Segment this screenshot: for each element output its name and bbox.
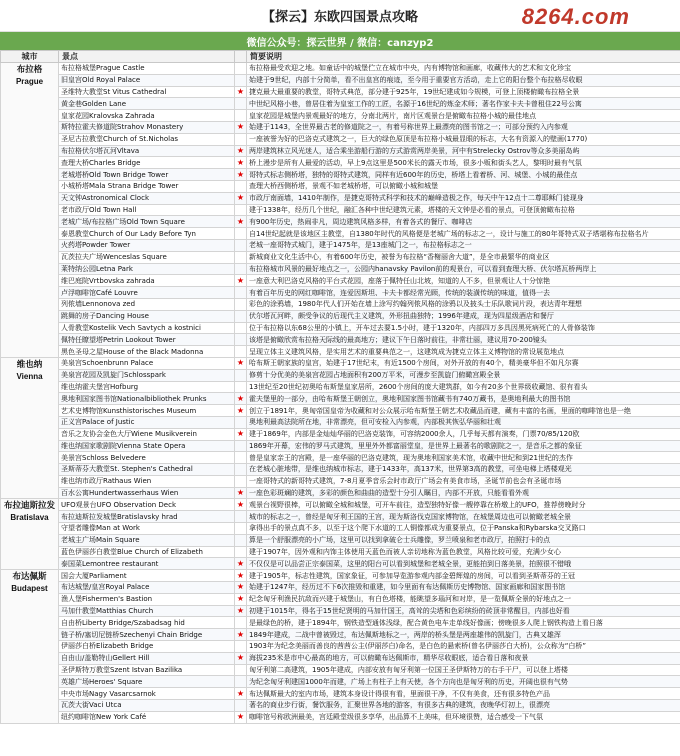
spot-description: 在老城心脏地带，是维也纳城市标志，建于1433年，高137米，世界第3高的教堂，可坐电梯上塔楼观光 bbox=[247, 464, 680, 476]
table-row bbox=[1, 475, 680, 487]
empty-cell bbox=[235, 228, 247, 240]
city-name-en: Bratislava bbox=[10, 513, 49, 523]
spot-name: 佩特任瞭望塔Petrin Lookout Tower bbox=[59, 334, 235, 346]
table-row bbox=[1, 688, 680, 700]
spot-description: 城市的标志之一，曾经是匈牙利王国的王宫，现为斯洛伐克国家博物馆，在城堡周边也可以俯瞰老城全景 bbox=[247, 511, 680, 523]
spot-description: 观景台视野很棒，可以俯瞰全城和城堡，可开车前往，造型独特好像一艘停靠在桥墩上的UFO，推荐傍晚时分 bbox=[247, 499, 680, 511]
spot-description: 拿得出手的景点真不多，以至于这个爬下水道的工人铜像都成为重要景点，位于Panska和Rybarska交叉路口 bbox=[247, 523, 680, 535]
spot-name: 维也纳市政厅Rathaus Wien bbox=[59, 475, 235, 487]
spot-name: 链子桥/塞切尼链桥Szechenyi Chain Bridge bbox=[59, 629, 235, 641]
star-icon: ★ bbox=[235, 216, 247, 228]
spot-name: 自由桥Liberty Bridge/Szabadsag hid bbox=[59, 617, 235, 629]
empty-cell bbox=[235, 416, 247, 428]
spot-description: 市政厅南面墙，1410年制作，是捷克哥特式科学和技术的巅峰造极之作，每天中午12点十二尊耶稣门徒现身 bbox=[247, 192, 680, 204]
spot-name: 人骨教堂Kostelik Vech Savtych a kostnici bbox=[59, 322, 235, 334]
spot-name: 黄金巷Golden Lane bbox=[59, 98, 235, 110]
table-row bbox=[1, 121, 680, 133]
table-row bbox=[1, 204, 680, 216]
spot-name: 国会大厦Parliament bbox=[59, 570, 235, 582]
spot-description: 呈现立体主义建筑风格，是实用艺术的重要典范之一，这建筑成为捷克立体主义博物馆的常设展览地点 bbox=[247, 346, 680, 358]
empty-cell bbox=[235, 381, 247, 393]
table-row bbox=[1, 416, 680, 428]
spot-name: 伊丽莎白桥Elizabeth Bridge bbox=[59, 641, 235, 653]
spot-description: 查理大桥西侧桥塔，景观不如老城桥塔，可以俯瞰小城和城堡 bbox=[247, 180, 680, 192]
star-icon: ★ bbox=[235, 499, 247, 511]
empty-cell bbox=[235, 546, 247, 558]
spot-description: 有900年历史，热闹非凡，周边建筑风格多样，有着各式的餐厅、咖啡店 bbox=[247, 216, 680, 228]
spot-description: 一座被誉为好的巴洛克式建筑之一，巨大的绿色原顶是布拉格小城最显眼的标志，大名有资源入的壁画(1770) bbox=[247, 133, 680, 145]
spot-name: 圣斯蒂芬大教堂St. Stephen's Cathedral bbox=[59, 464, 235, 476]
spot-name: 列侬墙Lennonova zed bbox=[59, 298, 235, 310]
spot-name: 莱特纳公园Letna Park bbox=[59, 263, 235, 275]
city-name-cn: 维也纳 bbox=[16, 359, 43, 370]
spot-name: 天文钟Astronomical Clock bbox=[59, 192, 235, 204]
empty-cell bbox=[235, 239, 247, 251]
spot-description: 不仅仅是可以品尝正宗泰国菜，这里的阳台可以看到城堡和老城全景，更能拍到日落美景，拍照很不错哦 bbox=[247, 558, 680, 570]
empty-cell bbox=[235, 346, 247, 358]
spot-description: 一座色彩斑斓的建筑，多彩的颜色和曲曲的造型十分引人瞩目，内部不开放，只能看看外观 bbox=[247, 487, 680, 499]
empty-cell bbox=[235, 641, 247, 653]
spot-description: 该塔是俯瞰欣赏布拉格天际线的最高地方；建议下午日落时前往，非常壮丽，建议用70-200镜头 bbox=[247, 334, 680, 346]
empty-cell bbox=[235, 475, 247, 487]
spot-name: 美景宫Schloss Belvedere bbox=[59, 452, 235, 464]
star-icon: ★ bbox=[235, 357, 247, 369]
star-icon: ★ bbox=[235, 629, 247, 641]
table-row bbox=[1, 310, 680, 322]
star-icon: ★ bbox=[235, 558, 247, 570]
spot-name: 斯特拉霍夫修道院Strahov Monastery bbox=[59, 121, 235, 133]
spot-name: 自由山/盖勒特山Gellert Hill bbox=[59, 652, 235, 664]
spot-description: 自14世纪起就是该地区主教堂，自1380年时代的风格便是老城广场的标志之一，设计与施工的80年哥特式双子塔堪称布拉格名片 bbox=[247, 228, 680, 240]
spot-description: 位于布拉格以东68公里的小镇上，开车过去要1.5小时，建于1320年，内部四万多具因黑死病死亡的人骨修装饰 bbox=[247, 322, 680, 334]
spot-name: 守望者雕像Man at Work bbox=[59, 523, 235, 535]
spot-description: 建于1338年，经历几个世纪，融汇各种中世纪建筑元素，塔楼的天文钟是必看的景点，可登顶俯瞰布拉格 bbox=[247, 204, 680, 216]
star-icon: ★ bbox=[235, 688, 247, 700]
table-row bbox=[1, 711, 680, 723]
star-icon: ★ bbox=[235, 275, 247, 287]
spot-description: 纪念匈牙利渔民抗敌而兴建于城堡山，有白色塔楼，能眺望多瑙河和对岸，是一览佩斯全景的好地点之一 bbox=[247, 593, 680, 605]
spot-name: 艺术史博物馆Kunsthistorisches Museum bbox=[59, 405, 235, 417]
spot-name: 旧皇宫Old Royal Palace bbox=[59, 74, 235, 86]
table-row bbox=[1, 346, 680, 358]
empty-cell bbox=[235, 440, 247, 452]
star-icon: ★ bbox=[235, 605, 247, 617]
table-row bbox=[1, 464, 680, 476]
table-row bbox=[1, 605, 680, 617]
column-header-city: 城市 bbox=[1, 51, 59, 63]
spot-name: 老市政厅Old Town Hall bbox=[59, 204, 235, 216]
spot-description: 1849年建成，二战中曾被毁过，布达佩斯地标之一，两岸的桥头堡是两座雄伟的凯旋门，古典又雄浑 bbox=[247, 629, 680, 641]
title-bar bbox=[0, 0, 680, 32]
table-row bbox=[1, 629, 680, 641]
table-row bbox=[1, 652, 680, 664]
city-name-en: Prague bbox=[15, 77, 44, 86]
table-row bbox=[1, 63, 680, 75]
empty-cell bbox=[235, 523, 247, 535]
star-icon: ★ bbox=[235, 405, 247, 417]
spot-name: 瓦茨拉夫广场Wenceslas Square bbox=[59, 251, 235, 263]
spot-description: 建于1869年，内部是金灿灿华丽的巴洛克装饰，可容纳2000余人，几乎每天都有演奏，门票70/85/120欧 bbox=[247, 428, 680, 440]
spot-description: 布拉格城市风景的最好地点之一，公园内hanavsky Pavilon前的观景台，可以看到查理大桥、伏尔塔瓦桥两岸上 bbox=[247, 263, 680, 275]
spot-description: 奥地利最高法院所在地，非常漂亮，但可安检入内参观，内部极其恢弘华丽和壮观 bbox=[247, 416, 680, 428]
spot-name: 布拉格伏尔塔瓦河Vltava bbox=[59, 145, 235, 157]
column-header-spot: 景点 bbox=[59, 51, 235, 63]
spot-name: 圣维特大教堂St Vitus Cathedral bbox=[59, 86, 235, 98]
empty-cell bbox=[235, 534, 247, 546]
table-row bbox=[1, 169, 680, 181]
empty-cell bbox=[235, 287, 247, 299]
spot-description: 著名的商业步行街，餐饮服务，汇聚世界各地的游客，有很多古典的建筑，夜晚华灯初上，很漂亮 bbox=[247, 700, 680, 712]
table-row bbox=[1, 617, 680, 629]
star-icon: ★ bbox=[235, 711, 247, 723]
subtitle-bar bbox=[0, 32, 680, 50]
spot-name: 维也纳国家歌剧院Vienna State Opera bbox=[59, 440, 235, 452]
table-row bbox=[1, 381, 680, 393]
spot-name: 小城桥塔Mala Strana Bridge Tower bbox=[59, 180, 235, 192]
spot-name: 查理大桥Charles Bridge bbox=[59, 157, 235, 169]
table-row bbox=[1, 157, 680, 169]
table-row bbox=[1, 641, 680, 653]
column-header-desc: 简要说明 bbox=[247, 51, 680, 63]
table-row bbox=[1, 239, 680, 251]
spot-name: 布拉迪斯拉发城堡Bratislavsky hrad bbox=[59, 511, 235, 523]
spot-description: 哥特式标志侧桥塔，独特的哥特式建筑，同样有近600年的历史，桥塔上看着桥、河、城堡、小城的最佳点 bbox=[247, 169, 680, 181]
table-row bbox=[1, 275, 680, 287]
table-row bbox=[1, 110, 680, 122]
table-row bbox=[1, 546, 680, 558]
empty-cell bbox=[235, 617, 247, 629]
empty-cell bbox=[235, 664, 247, 676]
spot-description: 曾是皇家亲王的宫殿，是一座华丽的巴洛克建筑，现为奥地利国家美术馆，收藏中世纪和到21世纪的杰作 bbox=[247, 452, 680, 464]
spot-name: 圣尼古拉教堂Church of St.Nicholas bbox=[59, 133, 235, 145]
table-row bbox=[1, 216, 680, 228]
empty-cell bbox=[235, 452, 247, 464]
star-icon: ★ bbox=[235, 487, 247, 499]
spot-name: 布拉格城堡Prague Castle bbox=[59, 63, 235, 75]
city-cell bbox=[1, 63, 59, 358]
spot-description: 是最绿色的桥，建于1894年，钢铁造型通体浅绿，配合黄色电车走单线好像画；傍晚很多人爬上钢铁构造上看日落 bbox=[247, 617, 680, 629]
spot-name: 维也纳霍夫堡宫Hofburg bbox=[59, 381, 235, 393]
star-icon: ★ bbox=[235, 570, 247, 582]
empty-cell bbox=[235, 110, 247, 122]
page-title: 【探云】东欧四国景点攻略 bbox=[261, 10, 418, 25]
spot-name: 布达城堡/皇宫Royal Palace bbox=[59, 582, 235, 594]
spot-description: 匈牙利第二高建筑，1905年建成，内部安放有匈牙利第一位国王圣伊斯特万的右手干尸，可以登上塔楼 bbox=[247, 664, 680, 676]
spot-name: 跳舞的房子Dancing House bbox=[59, 310, 235, 322]
spot-description: 一座哥特式的新哥特式建筑，7-8月夏季音乐会时市政厅广场会有美食市场，圣诞节前也会有圣诞市场 bbox=[247, 475, 680, 487]
star-icon: ★ bbox=[235, 169, 247, 181]
spot-description: 中世纪风格小巷，曾居住着为皇室工作的工匠，名源于16世纪的炼金术师；著名作家卡夫卡曾租住22号公寓 bbox=[247, 98, 680, 110]
empty-cell bbox=[235, 74, 247, 86]
star-icon: ★ bbox=[235, 86, 247, 98]
spot-name: 黑色圣母之屋House of the Black Madonna bbox=[59, 346, 235, 358]
star-icon: ★ bbox=[235, 145, 247, 157]
spot-description: 海拔235米是市中心最高的地方，可以俯瞰布达佩斯市，精华尽收眼底，适合看日落和夜景 bbox=[247, 652, 680, 664]
city-cell bbox=[1, 499, 59, 570]
spot-description: 13世纪至20世纪初奥哈布斯堡皇家居所，2600个房间的庞大建筑群，如今有20多个世界级收藏馆、很有看头 bbox=[247, 381, 680, 393]
spot-name: 瓦茨大街Vaci Utca bbox=[59, 700, 235, 712]
table-row bbox=[1, 192, 680, 204]
table-row bbox=[1, 440, 680, 452]
spot-name: 老城广场/布拉格广场Old Town Square bbox=[59, 216, 235, 228]
empty-cell bbox=[235, 511, 247, 523]
star-icon: ★ bbox=[235, 582, 247, 594]
spot-name: 皇家花园Kralovska Zahrada bbox=[59, 110, 235, 122]
empty-cell bbox=[235, 63, 247, 75]
spot-description: 桥上漫步是所有人最爱的活动，早上9点这里是500米长的露天市场，很多小贩和街头艺人，黎明时最有气氛 bbox=[247, 157, 680, 169]
column-header-star bbox=[235, 51, 247, 63]
table-row bbox=[1, 334, 680, 346]
table-row bbox=[1, 86, 680, 98]
table-row bbox=[1, 428, 680, 440]
spot-description: 老城一座哥特式城门，建于1475年，是13座城门之一，布拉格标志之一 bbox=[247, 239, 680, 251]
subtitle-text: 微信公众号：探云世界 / 微信：canzyp2 bbox=[246, 37, 434, 49]
empty-cell bbox=[235, 369, 247, 381]
table-row bbox=[1, 593, 680, 605]
spot-description: 为纪念匈牙利建国1000年而建，广场上有柱子上有天使，各个方向也是匈牙利的历史，开阔也很有气势 bbox=[247, 676, 680, 688]
spot-description: 伏尔塔瓦河畔，颇受争议的后现代主义建筑，外形扭曲独特；1996年建成，现为四星级酒店和餐厅 bbox=[247, 310, 680, 322]
spot-name: 泰恩教堂Church of Our Lady Before Tyn bbox=[59, 228, 235, 240]
empty-cell bbox=[235, 133, 247, 145]
spot-name: 音乐之友协会金色大厅Wiene Musikverein bbox=[59, 428, 235, 440]
spot-name: 老城主广场Main Square bbox=[59, 534, 235, 546]
spot-name: 马加什教堂Matthias Church bbox=[59, 605, 235, 617]
table-row bbox=[1, 405, 680, 417]
attractions-table bbox=[0, 50, 680, 724]
table-row bbox=[1, 664, 680, 676]
spot-description: 修剪十分优美的美泉宫花园占地面积有200万平米，可漫步至凯旋门俯瞰宫殿全景 bbox=[247, 369, 680, 381]
spot-name: 老城塔桥Old Town Bridge Tower bbox=[59, 169, 235, 181]
empty-cell bbox=[235, 310, 247, 322]
table-row bbox=[1, 499, 680, 511]
table-row bbox=[1, 98, 680, 110]
spot-name: 英雄广场Heroes' Square bbox=[59, 676, 235, 688]
table-row bbox=[1, 369, 680, 381]
empty-cell bbox=[235, 464, 247, 476]
spot-name: 中央市场Nagy Vasarcsarnok bbox=[59, 688, 235, 700]
star-icon: ★ bbox=[235, 192, 247, 204]
table-row bbox=[1, 534, 680, 546]
table-row bbox=[1, 133, 680, 145]
spot-name: 百水公寓Hundertwasserhaus Wien bbox=[59, 487, 235, 499]
table-row bbox=[1, 357, 680, 369]
table-header-row bbox=[1, 51, 680, 63]
spot-description: 始建于1143，全世界最古老的修道院之一，有着号称世界上最漂亮的图书馆之一；可部分预约入内参观 bbox=[247, 121, 680, 133]
spot-description: 始建于1247年，经历过不下6次推毁和重建，如今里面有布达佩斯历史博物馆、国家画廊和国家图书馆 bbox=[247, 582, 680, 594]
table-row bbox=[1, 582, 680, 594]
spot-description: 算是一个舒服漂亮的小广场，这里可以找到拿破仑士兵雕像，罗兰喷泉和老市政厅，拍照打卡的点 bbox=[247, 534, 680, 546]
table-row bbox=[1, 251, 680, 263]
spot-description: 两岸建筑林立风光迷人，适合乘坐游船行游的方式游赏两岸美景，河中有Strelecky Ostrov等众多美丽岛屿 bbox=[247, 145, 680, 157]
star-icon: ★ bbox=[235, 652, 247, 664]
spot-name: 正义宫Palace of Justic bbox=[59, 416, 235, 428]
spot-name: 纽约咖啡馆New York Café bbox=[59, 711, 235, 723]
table-row bbox=[1, 180, 680, 192]
star-icon: ★ bbox=[235, 157, 247, 169]
spot-description: 1869年开幕，宏伟的罗马式建筑，里里外外都富丽堂皇，是世界上最著名的歌剧院之一，是音乐之都的象征 bbox=[247, 440, 680, 452]
table-row bbox=[1, 700, 680, 712]
spot-description: 一座意大利巴洛克风格的平台式花园，座落于佩特任山北坡，知道的人不多，但景观让人十分惊艳 bbox=[247, 275, 680, 287]
table-row bbox=[1, 145, 680, 157]
city-name-cn: 布达佩斯 bbox=[12, 572, 47, 583]
spot-description: 创立于1891年，奥匈帝国皇帝为收藏和对公众展示哈布斯堡王朝艺术收藏品而建，藏有丰富的名画，里面的咖啡馆也是一绝 bbox=[247, 405, 680, 417]
empty-cell bbox=[235, 263, 247, 275]
spot-description: 新城商业文化生活中心，有着600年历史，被誉为布拉格“香榭丽舍大道”，是全市最繁华的商业区 bbox=[247, 251, 680, 263]
spot-description: 建于1907年，因外观和内饰主体使用天蓝色而被人亲切地称为蓝色教堂，风格比较可爱，充满少女心 bbox=[247, 546, 680, 558]
empty-cell bbox=[235, 676, 247, 688]
spot-name: 美泉宫Schoenbrunn Palace bbox=[59, 357, 235, 369]
table-row bbox=[1, 511, 680, 523]
empty-cell bbox=[235, 98, 247, 110]
spot-name: 奥地利国家图书馆Nationalbibliothek Prunks bbox=[59, 393, 235, 405]
table-row bbox=[1, 298, 680, 310]
city-cell bbox=[1, 357, 59, 499]
empty-cell bbox=[235, 298, 247, 310]
spot-description: 建于1905年，标志性建筑，国家象征，可参加导览游参观内部金碧辉煌的房间，可以看到圣斯蒂芬的王冠 bbox=[247, 570, 680, 582]
spot-name: 渔人堡Fishermen's Bastion bbox=[59, 593, 235, 605]
table-row bbox=[1, 287, 680, 299]
spot-name: 卢浮咖啡馆Café Louvre bbox=[59, 287, 235, 299]
table-row bbox=[1, 558, 680, 570]
empty-cell bbox=[235, 334, 247, 346]
table-row bbox=[1, 452, 680, 464]
empty-cell bbox=[235, 251, 247, 263]
spot-description: 1903年为纪念美丽而善良的茜茜公主(伊丽莎白)命名，是白色的悬索桥(曾名伊丽莎白大桥)，公众称为“白桥” bbox=[247, 641, 680, 653]
spot-description: 布拉格最受欢迎之地。如童话中的城堡伫立在城市中央，内有博物馆和画廊，收藏伟大的艺术和文化珍宝 bbox=[247, 63, 680, 75]
star-icon: ★ bbox=[235, 593, 247, 605]
spot-description: 始建于9世纪，内部十分简单，看不出皇宫的痕迹，至今用于重要官方活动，走上它的阳台整个布拉格尽收眼 bbox=[247, 74, 680, 86]
spot-name: 蓝色伊丽莎白教堂Blue Church of Elizabeth bbox=[59, 546, 235, 558]
spot-description: 霍夫堡里的一部分，由哈布斯堡王朝创立，奥地利国家图书馆藏书有740万藏书，是奥地利最大的图书馆 bbox=[247, 393, 680, 405]
table-body bbox=[1, 63, 680, 724]
table-row bbox=[1, 228, 680, 240]
table-row bbox=[1, 487, 680, 499]
spot-description: 咖啡馆号称欧洲最美，宫廷殿堂级很多享华，出品算不上美味，但环境很赞，适合感受一下气氛 bbox=[247, 711, 680, 723]
spot-name: 美泉宫花园及凯旋门Schlosspark bbox=[59, 369, 235, 381]
city-name-en: Vienna bbox=[16, 371, 43, 381]
spot-name: 圣伊斯特万教堂Szent Istvan Bazilika bbox=[59, 664, 235, 676]
table-row bbox=[1, 676, 680, 688]
empty-cell bbox=[235, 322, 247, 334]
spot-name: 维巴庭院Vrtbovska zahrada bbox=[59, 275, 235, 287]
site-logo: 8264.com bbox=[521, 4, 630, 29]
spot-description: 有着百年历史的网红咖啡馆，连爱因斯坦、卡夫卡都经常光顾，传统的装潢传统的味道，值得一去 bbox=[247, 287, 680, 299]
empty-cell bbox=[235, 204, 247, 216]
city-name-cn: 布拉格 bbox=[16, 65, 43, 75]
spot-description: 哈布斯王朝家族的皇宫，始建于17世纪末，有近1500个房间，对外开放的有40个，精美豪华但不如凡尔赛 bbox=[247, 357, 680, 369]
spot-description: 皇家花园是城堡内景观最好的地方，分南北两片，南片区观景台是俯瞰布拉格小城的最佳地点 bbox=[247, 110, 680, 122]
city-name-en: Budapest bbox=[11, 584, 48, 594]
table-row bbox=[1, 393, 680, 405]
table-row bbox=[1, 523, 680, 535]
empty-cell bbox=[235, 180, 247, 192]
spot-description: 初建于1015年，得名于15世纪贤明的马加什国王，高耸的尖塔和色彩缤纷的砖顶非常醒目，内部也好看 bbox=[247, 605, 680, 617]
spot-description: 捷克最大最重要的教堂，哥特式典范，部分建于925年，19世纪建成如今规模，可登上顶楼俯瞰布拉格全景 bbox=[247, 86, 680, 98]
table-row bbox=[1, 74, 680, 86]
city-name-cn: 布拉迪斯拉发 bbox=[3, 501, 55, 512]
empty-cell bbox=[235, 700, 247, 712]
spot-name: UFO观景台UFO Observation Deck bbox=[59, 499, 235, 511]
spot-name: 泰国菜Lemontree restaurant bbox=[59, 558, 235, 570]
spot-name: 火药塔Powder Tower bbox=[59, 239, 235, 251]
table-row bbox=[1, 263, 680, 275]
city-cell bbox=[1, 570, 59, 723]
star-icon: ★ bbox=[235, 121, 247, 133]
table-row bbox=[1, 570, 680, 582]
star-icon: ★ bbox=[235, 393, 247, 405]
star-icon: ★ bbox=[235, 428, 247, 440]
spot-description: 彩色的涂鸦墙，1980年代人们开始在墙上涂写约翰列侬风格的涂鸦以及披头士乐队歌词片段，表达青年理想 bbox=[247, 298, 680, 310]
table-row bbox=[1, 322, 680, 334]
spot-description: 布达佩斯最大的室内市场，建筑本身设计得很有看，里面很干净，不仅有美食，还有很多特色产品 bbox=[247, 688, 680, 700]
